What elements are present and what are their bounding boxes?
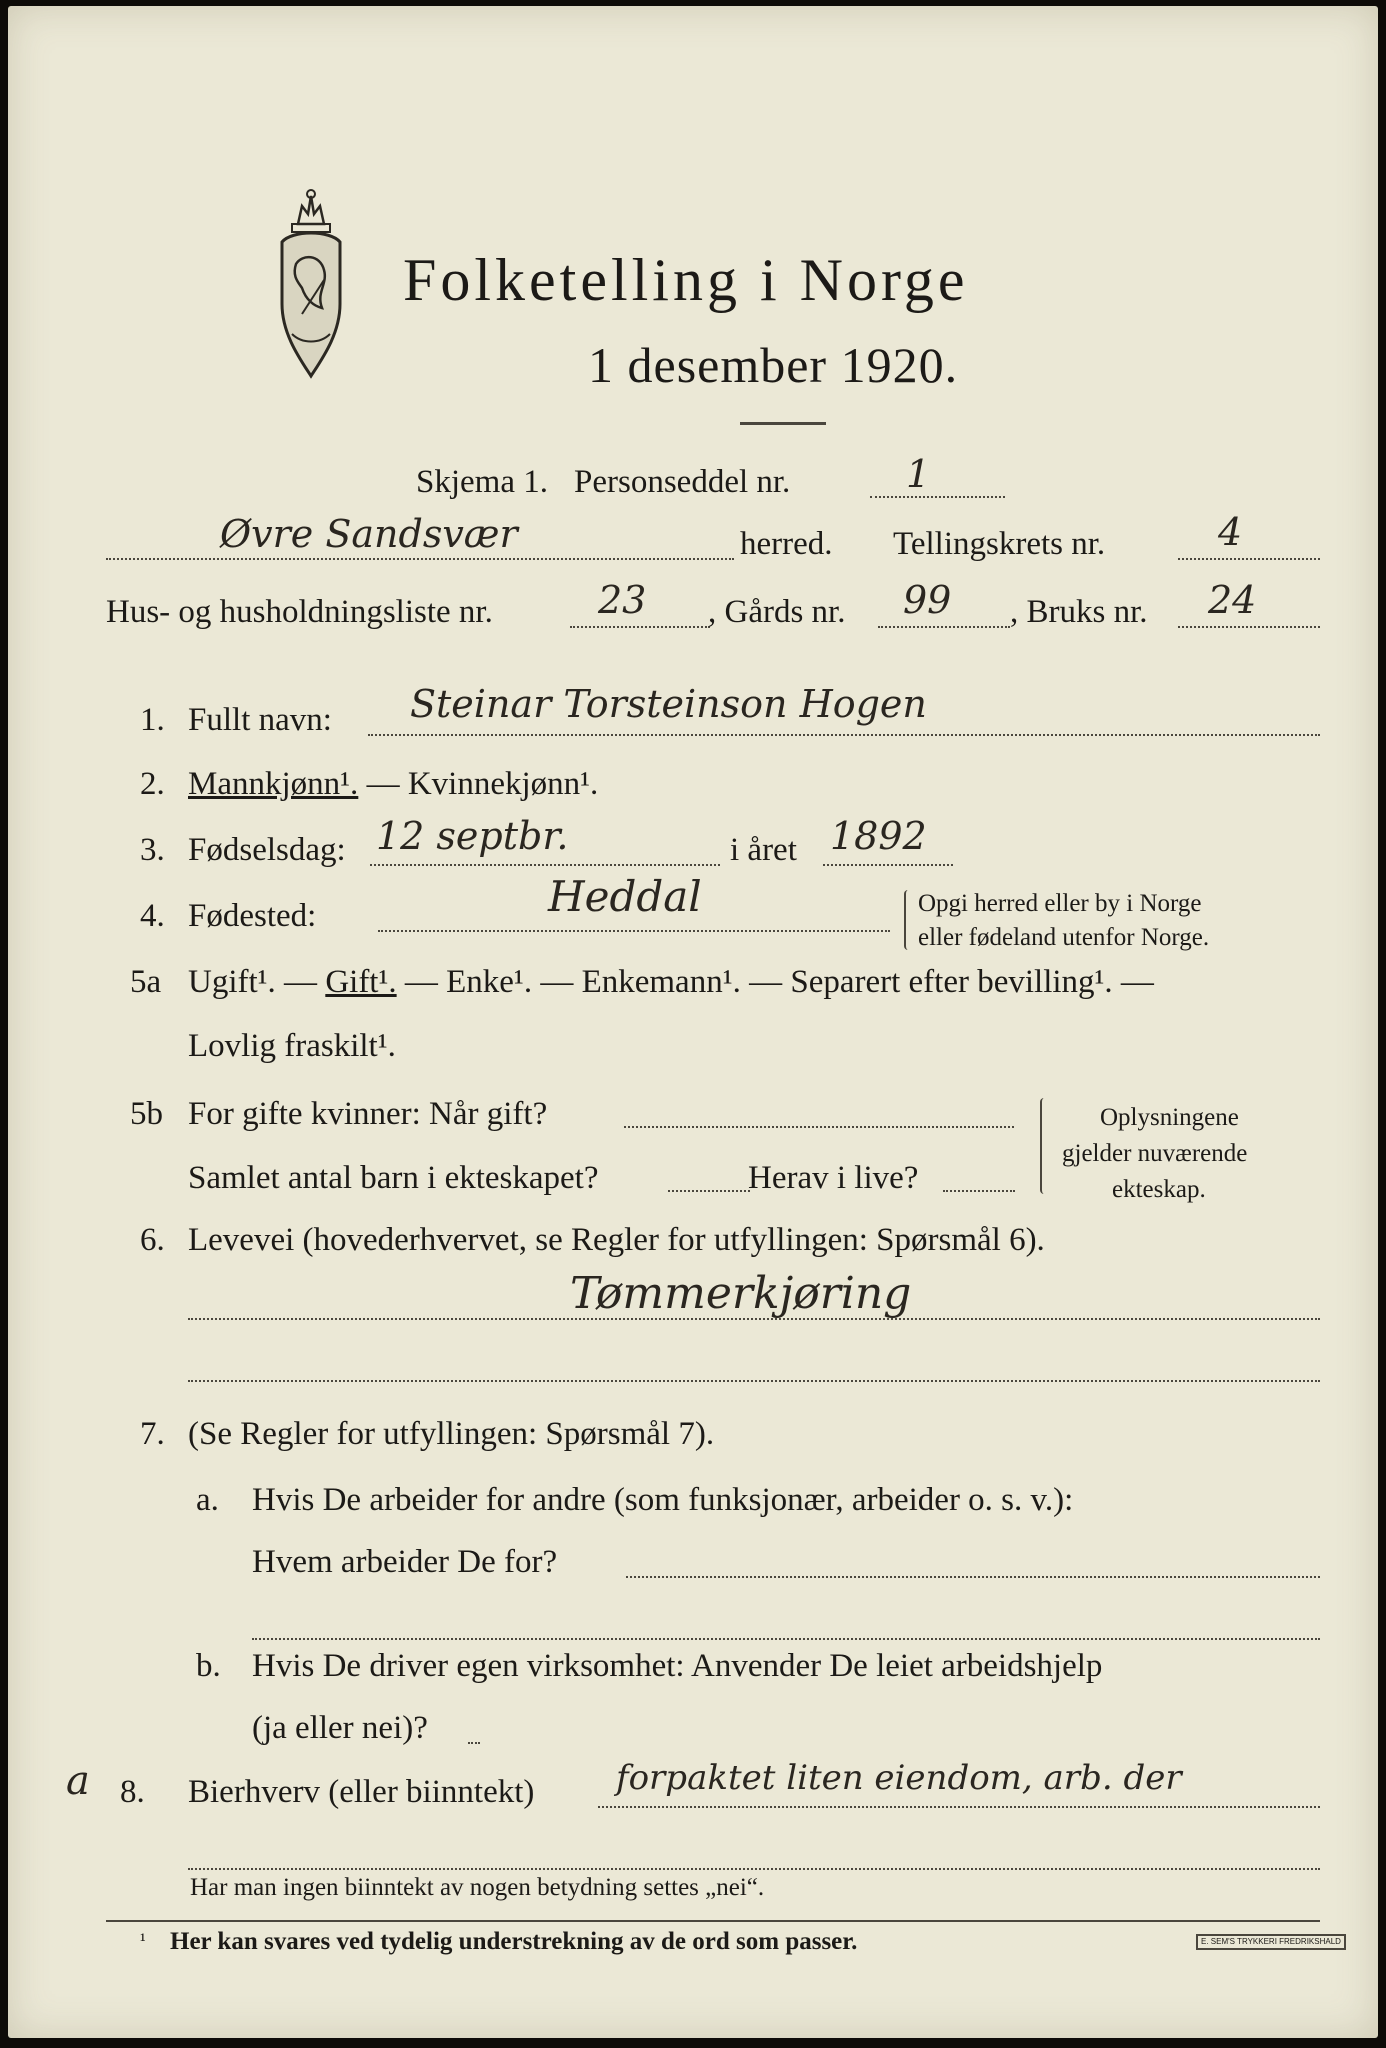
form-title: Folketelling i Norge	[403, 247, 969, 313]
printer-stamp: E. SEM'S TRYKKERI FREDRIKSHALD	[1196, 1934, 1346, 1950]
q7-label: (Se Regler for utfyllingen: Spørsmål 7).	[188, 1416, 715, 1452]
q5b-alive-label: Herav i live?	[748, 1160, 919, 1196]
q5a-ugift-option[interactable]: Ugift¹. —	[188, 964, 318, 1000]
q2-female-option[interactable]: Kvinnekjønn¹.	[407, 766, 599, 802]
q3-answer-year[interactable]: 1892	[830, 814, 927, 858]
q8-label: Bierhverv (eller biinntekt)	[188, 1774, 535, 1810]
q5b-children-line	[668, 1190, 750, 1192]
hus-number[interactable]: 23	[598, 578, 647, 622]
q3-number: 3.	[140, 832, 165, 868]
tellingskrets-number[interactable]: 4	[1218, 510, 1243, 554]
herred-label: herred.	[740, 526, 833, 562]
q7a-letter: a.	[196, 1482, 219, 1518]
q5a-fraskilt-option[interactable]: Lovlig fraskilt¹.	[188, 1028, 396, 1064]
q7b-answer-line	[468, 1742, 480, 1744]
q6-line2	[188, 1380, 1320, 1382]
gards-line	[878, 626, 1010, 628]
q5b-note-line2: gjelder nuværende	[1062, 1140, 1248, 1167]
footer-divider	[106, 1920, 1320, 1922]
q4-note-line2: eller fødeland utenfor Norge.	[918, 924, 1210, 951]
q2-separator: —	[358, 766, 408, 802]
census-date: 1 desember 1920.	[588, 337, 959, 393]
q5a-options	[188, 964, 1154, 1001]
footer-note: Har man ingen biinntekt av nogen betydning settes „nei“.	[190, 1874, 765, 1901]
personseddel-line	[870, 496, 1005, 498]
tellingskrets-label: Tellingskrets nr.	[893, 526, 1106, 562]
q7a-line1: Hvis De arbeider for andre (som funksjonær, arbeider o. s. v.):	[252, 1482, 1074, 1518]
q3-year-line	[823, 864, 953, 866]
q5b-alive-line	[943, 1190, 1015, 1192]
q5a-number: 5a	[130, 964, 162, 1000]
q7a-answer-line2	[252, 1638, 1320, 1640]
herred-line	[106, 558, 734, 560]
q5b-children-label: Samlet antal barn i ekteskapet?	[188, 1160, 599, 1196]
personseddel-number[interactable]: 1	[906, 452, 931, 496]
q7-number: 7.	[140, 1416, 165, 1452]
norway-coat-of-arms-icon	[262, 184, 360, 384]
bruks-number[interactable]: 24	[1208, 578, 1257, 622]
q7a-line2: Hvem arbeider De for?	[252, 1544, 558, 1580]
q4-label: Fødested:	[188, 898, 317, 934]
q8-line1	[598, 1806, 1320, 1808]
q6-number: 6.	[140, 1222, 165, 1258]
q7b-line1: Hvis De driver egen virksomhet: Anvender De leiet arbeidshjelp	[252, 1648, 1103, 1684]
q3-date-line	[370, 864, 720, 866]
gards-label: , Gårds nr.	[708, 594, 846, 630]
hus-label: Hus- og husholdningsliste nr.	[106, 594, 493, 630]
q4-number: 4.	[140, 898, 165, 934]
q5b-when-married-line	[624, 1126, 1014, 1128]
census-form-paper	[8, 6, 1378, 2038]
q1-line	[368, 734, 1320, 736]
q5b-brace	[1040, 1098, 1048, 1194]
q5b-note-line3: ekteskap.	[1112, 1176, 1206, 1203]
gards-number[interactable]: 99	[903, 578, 952, 622]
q5b-number: 5b	[130, 1096, 163, 1132]
hus-line	[570, 626, 710, 628]
q2-male-option[interactable]: Mannkjønn¹.	[188, 766, 359, 802]
bruks-label: , Bruks nr.	[1010, 594, 1148, 630]
personseddel-label: Personseddel nr.	[574, 464, 791, 500]
q3-year-label: i året	[730, 832, 797, 868]
q4-note-line1: Opgi herred eller by i Norge	[918, 890, 1202, 917]
q3-answer-birthday[interactable]: 12 septbr.	[376, 814, 569, 858]
q1-number: 1.	[140, 702, 165, 738]
q4-line	[378, 930, 890, 932]
q7b-letter: b.	[196, 1648, 221, 1684]
q5a-gift-option[interactable]: Gift¹.	[325, 964, 397, 1000]
q7a-answer-line1	[626, 1576, 1320, 1578]
herred-value[interactable]: Øvre Sandsvær	[220, 512, 518, 556]
footnote-text: Her kan svares ved tydelig understrekning av de ord som passer.	[170, 1928, 858, 1955]
tellingskrets-line	[1178, 558, 1320, 560]
q4-brace	[904, 890, 912, 950]
q5b-line1-label: For gifte kvinner: Når gift?	[188, 1096, 548, 1132]
q1-answer-full-name[interactable]: Steinar Torsteinson Hogen	[410, 682, 927, 726]
q5b-note-line1: Oplysningene	[1100, 1104, 1239, 1131]
q2-sex-options	[188, 766, 598, 803]
q8-line2	[188, 1868, 1320, 1870]
q8-margin-mark: a	[66, 1758, 90, 1804]
q3-label: Fødselsdag:	[188, 832, 346, 868]
q2-number: 2.	[140, 766, 165, 802]
q6-label: Levevei (hovederhvervet, se Regler for utfyllingen: Spørsmål 6).	[188, 1222, 1045, 1258]
title-divider	[740, 422, 826, 425]
q6-answer-occupation[interactable]: Tømmerkjøring	[570, 1268, 912, 1319]
q7b-line2: (ja eller nei)?	[252, 1710, 428, 1746]
q8-number: 8.	[120, 1774, 145, 1810]
q5a-other-options[interactable]: — Enke¹. — Enkemann¹. — Separert efter bevilling¹. —	[404, 964, 1154, 1000]
q4-answer-birthplace[interactable]: Heddal	[548, 872, 702, 921]
q8-answer-secondary-income[interactable]: forpaktet liten eiendom, arb. der	[616, 1758, 1182, 1798]
bruks-line	[1178, 626, 1320, 628]
footnote-mark: ¹	[140, 1930, 146, 1951]
schema-label: Skjema 1.	[416, 464, 548, 500]
q1-label: Fullt navn:	[188, 702, 332, 738]
